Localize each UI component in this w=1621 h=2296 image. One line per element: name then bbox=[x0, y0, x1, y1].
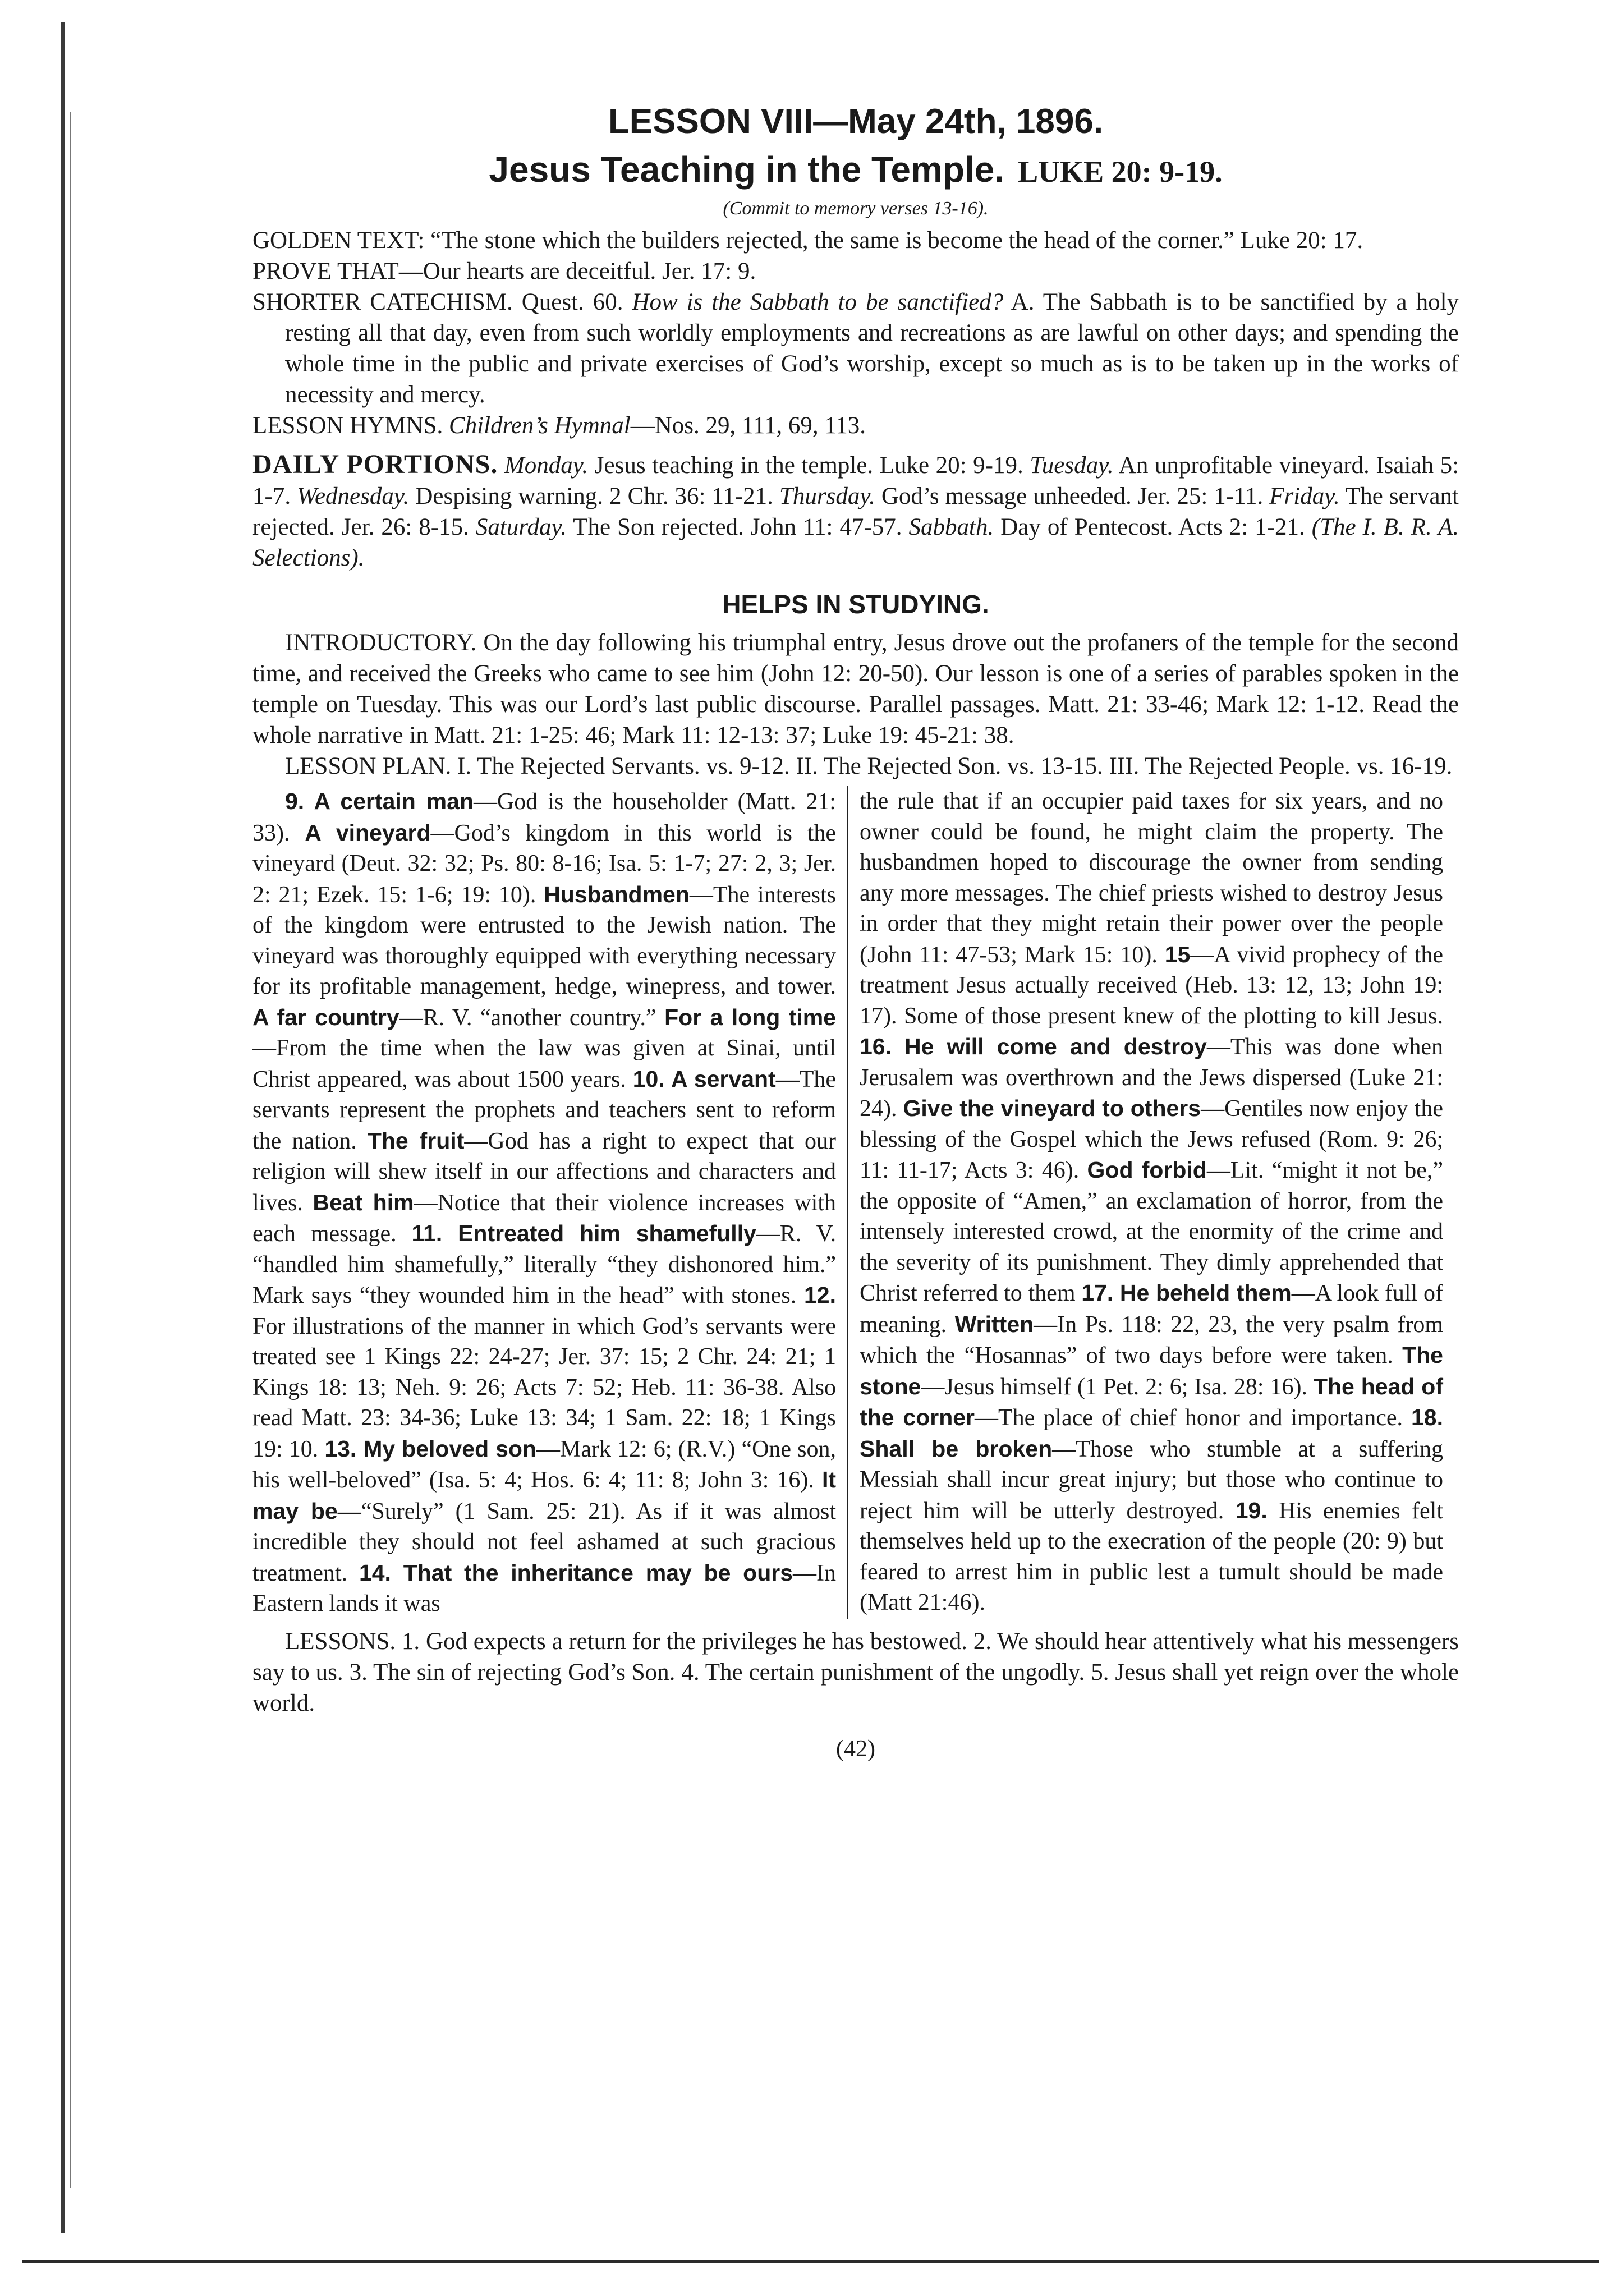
commentary-text: —This was done when Jerusalem was overthrown and the Jews dispersed (Luke 21: 24). bbox=[860, 1034, 1444, 1122]
commentary-text: —From the time when the law was given at Sinai, until Christ appeared, was about 1500 years. bbox=[252, 1035, 836, 1092]
daily-day: Sabbath. bbox=[908, 514, 994, 540]
page-number: (42) bbox=[836, 1735, 875, 1762]
commentary-text: —“Surely” (1 Sam. 25: 21). As if it was almost incredible they should not feel ashamed at such gracious treatment. bbox=[252, 1498, 836, 1586]
keyword: The head of the corner bbox=[860, 1373, 1443, 1430]
hymns-label: LESSON HYMNS. bbox=[252, 412, 443, 439]
keyword: Husbandmen bbox=[544, 881, 690, 907]
keyword: 18. Shall be broken bbox=[860, 1404, 1443, 1462]
keyword: Written bbox=[954, 1311, 1034, 1337]
keyword: 15 bbox=[1164, 941, 1191, 967]
daily-text: Despising warning. 2 Chr. 36: 11-21. bbox=[409, 483, 779, 509]
commentary-text: —God is the householder (Matt. 21: 33). bbox=[252, 789, 837, 846]
catechism-quest: Quest. 60. bbox=[521, 289, 623, 315]
commentary-text: —God has a right to expect that our religion will shew itself in our affections and characters and lives. bbox=[252, 1128, 837, 1216]
lesson-title: LESSON VIII—May 24th, 1896. bbox=[608, 102, 1104, 141]
daily-day: Monday. bbox=[504, 452, 589, 479]
lesson-plan-label: LESSON PLAN. bbox=[285, 753, 452, 779]
prove-that bbox=[252, 256, 1459, 287]
commentary-text: —R. V. “handled him shamefully,” literally “they dishonored him.” Mark says “they wounded him in the head” with stones. bbox=[252, 1221, 836, 1308]
prove-that-body: Our hearts are deceitful. Jer. 17: 9. bbox=[423, 258, 756, 284]
lesson-hymns bbox=[252, 410, 1459, 441]
introductory-text: On the day following his triumphal entry, Jesus drove out the profaners of the temple for the second time, and received the Greeks who came to see him (John 12: 20-50). Our lesson is one of a series of parables spoken in the temple on Tuesday. This was our Lord’s last public discourse. Parallel passages. Matt. 21: 33-46; Mark 12: 1-12. Read the whole narrative in Matt. 21: 1-25: 46; Mark 11: 12-13: 37; Luke 19: 45-21: 38. bbox=[252, 630, 1459, 749]
keyword: 13. My beloved son bbox=[324, 1435, 536, 1462]
keyword: 10. A servant bbox=[632, 1066, 776, 1092]
keyword: For a long time bbox=[664, 1004, 836, 1030]
commentary-text: —Jesus himself (1 Pet. 2: 6; Isa. 28: 16). bbox=[921, 1374, 1314, 1400]
daily-text: An unprofitable vineyard. Isaiah 5: 1-7. bbox=[252, 452, 1459, 509]
hymns-numbers: —Nos. 29, 111, 69, 113. bbox=[630, 412, 866, 439]
keyword: The fruit bbox=[367, 1127, 465, 1154]
daily-text: Jesus teaching in the temple. Luke 20: 9-19. bbox=[588, 452, 1030, 479]
commentary-text: the rule that if an occupier paid taxes for six years, and no owner could be found, he might claim the property. The husbandmen hoped to discourage the owner from sending any more messages. The chief priests wished to destroy Jesus in order that they might retain their power over the people (John 11: 47-53; Mark 15: 10). bbox=[860, 788, 1443, 968]
golden-text-label: GOLDEN TEXT: bbox=[252, 227, 425, 254]
keyword: 14. That the inheritance may be ours bbox=[359, 1559, 793, 1586]
daily-portions bbox=[252, 449, 1459, 573]
golden-text bbox=[252, 225, 1459, 256]
introductory bbox=[252, 627, 1459, 751]
commentary-text: —The place of chief honor and importance. bbox=[975, 1405, 1411, 1431]
catechism-question: How is the Sabbath to be sanctified? bbox=[632, 289, 1004, 315]
daily-day: Wednesday. bbox=[297, 483, 410, 509]
lesson-plan-text: I. The Rejected Servants. vs. 9-12. II. The Rejected Son. vs. 13-15. III. The Rejected People. vs. 16-19. bbox=[451, 753, 1453, 779]
daily-credit: (The I. B. R. A. Selections). bbox=[252, 514, 1459, 571]
binding-edge-inner bbox=[70, 112, 71, 2188]
daily-day: Thursday. bbox=[779, 483, 875, 509]
commentary-text: —R. V. “another country.” bbox=[399, 1004, 665, 1031]
shorter-catechism bbox=[252, 287, 1459, 410]
lesson-plan bbox=[252, 751, 1459, 782]
lessons-text: 1. God expects a return for the privileges he has bestowed. 2. We should hear attentively what his messengers say to us. 3. The sin of rejecting God’s Son. 4. The certain punishment of the ungodly. 5. Jesus shall yet reign over the whole world. bbox=[252, 1628, 1459, 1716]
daily-day: Friday. bbox=[1269, 483, 1340, 509]
hymns-book: Children’s Hymnal bbox=[449, 412, 631, 439]
daily-text: The servant rejected. Jer. 26: 8-15. bbox=[252, 483, 1459, 540]
keyword: 16. He will come and destroy bbox=[860, 1034, 1207, 1059]
daily-heading: DAILY PORTIONS. bbox=[252, 449, 498, 479]
keyword: 11. Entreated him shamefully bbox=[411, 1220, 756, 1246]
keyword: 19. bbox=[1235, 1497, 1268, 1523]
lesson-subtitle bbox=[252, 145, 1459, 196]
commentary-columns bbox=[252, 786, 1459, 1619]
binding-edge-left bbox=[61, 22, 65, 2233]
commentary-text: —The interests of the kingdom were entrusted to the Jewish nation. The vineyard was thoroughly equipped with everything necessary for its profitable management, hedge, winepress, and tower. bbox=[252, 881, 836, 999]
keyword: A vineyard bbox=[305, 819, 431, 846]
keyword: The stone bbox=[860, 1342, 1443, 1399]
commentary-text: —Mark 12: 6; (R.V.) “One son, his well-beloved” (Isa. 5: 4; Hos. 6: 4; 11: 8; John 3: 16). bbox=[252, 1436, 836, 1493]
keyword: 12. bbox=[804, 1282, 836, 1308]
commentary-text: —God’s kingdom in this world is the vineyard (Deut. 32: 32; Ps. 80: 8-16; Isa. 5: 1-7; 27: 2, 3; Jer. 2: 21; Ezek. 15: 1-6; 19: 10). bbox=[252, 820, 836, 908]
catechism-answer: A. The Sabbath is to be sanctified by a holy resting all that day, even from such worldly employments and recreations as are lawful on other days; and spending the whole time in the public and private exercises of God’s worship, except so much as is to be taken up in the works of necessity and mercy. bbox=[285, 289, 1459, 408]
helps-heading: HELPS IN STUDYING. bbox=[722, 590, 989, 619]
daily-day: Saturday. bbox=[475, 514, 567, 540]
keyword: It may be bbox=[252, 1467, 836, 1524]
commentary-text: —A look full of meaning. bbox=[860, 1280, 1443, 1338]
lessons-label: LESSONS. bbox=[285, 1628, 396, 1655]
commit-note: (Commit to memory verses 13-16). bbox=[723, 198, 989, 219]
golden-text-body: “The stone which the builders rejected, the same is become the head of the corner.” Luke 20: 17. bbox=[430, 227, 1363, 254]
commentary-text: —In Eastern lands it was bbox=[252, 1560, 836, 1617]
daily-text: God’s message unheeded. Jer. 25: 1-11. bbox=[875, 483, 1270, 509]
commentary-text: —Lit. “might it not be,” the opposite of “Amen,” an exclamation of horror, from the intensely interested crowd, at the enormity of the crime and the severity of its punishment. They dimly apprehended that Christ referred to them bbox=[860, 1158, 1443, 1306]
prove-that-label: PROVE THAT— bbox=[252, 258, 423, 284]
commentary-text: —In Ps. 118: 22, 23, the very psalm from which the “Hosannas” of two days before were taken. bbox=[860, 1311, 1443, 1369]
commentary-right-column bbox=[848, 786, 1443, 1619]
commentary-text: —Notice that their violence increases with each message. bbox=[252, 1190, 836, 1247]
commentary-text: —Gentiles now enjoy the blessing of the Gospel which the Jews refused (Rom. 9: 26; 11: 11-17; Acts 3: 46). bbox=[860, 1096, 1443, 1183]
commentary-text: His enemies felt themselves held up to the execration of the people (20: 9) but feared to arrest him in public lest a tumult should be made (Matt 21:46). bbox=[860, 1498, 1444, 1615]
keyword: God forbid bbox=[1087, 1157, 1207, 1183]
daily-day: Tuesday. bbox=[1030, 452, 1114, 479]
daily-text: Day of Pentecost. Acts 2: 1-21. bbox=[994, 514, 1312, 540]
commentary-text: —A vivid prophecy of the treatment Jesus actually received (Heb. 13: 12, 13; John 19: 17). Some of those present knew of the plotting to kill Jesus. bbox=[860, 942, 1443, 1029]
daily-text: The Son rejected. John 11: 47-57. bbox=[566, 514, 909, 540]
catechism-label: SHORTER CATECHISM. bbox=[252, 289, 513, 315]
introductory-label: INTRODUCTORY. bbox=[285, 630, 477, 656]
keyword: Beat him bbox=[313, 1189, 414, 1215]
page-edge-bottom bbox=[22, 2260, 1599, 2263]
keyword: 9. A certain man bbox=[285, 788, 474, 814]
keyword: A far country bbox=[252, 1004, 399, 1030]
commentary-left-column bbox=[252, 786, 848, 1619]
keyword: Give the vineyard to others bbox=[903, 1095, 1201, 1121]
keyword: 17. He beheld them bbox=[1081, 1280, 1292, 1306]
scripture-reference: LUKE 20: 9-19. bbox=[1018, 155, 1223, 189]
page-content bbox=[252, 98, 1459, 1762]
subtitle-text: Jesus Teaching in the Temple. bbox=[489, 149, 1005, 190]
commentary-text: —Those who stumble at a suffering Messiah shall incur great injury; but those who continue to reject him will be utterly destroyed. bbox=[860, 1436, 1443, 1524]
lessons bbox=[252, 1626, 1459, 1719]
commentary-text: —The servants represent the prophets and teachers sent to reform the nation. bbox=[252, 1066, 836, 1154]
commentary-text: For illustrations of the manner in which God’s servants were treated see 1 Kings 22: 24-27; Jer. 37: 15; 2 Chr. 24: 21; 1 Kings 18: 13; Neh. 9: 26; Acts 7: 52; Heb. 11: 36-38. Also read Matt. 23: 34-36; Luke 13: 34; 1 Sam. 22: 18; 1 Kings 19: 10. bbox=[252, 1313, 836, 1462]
